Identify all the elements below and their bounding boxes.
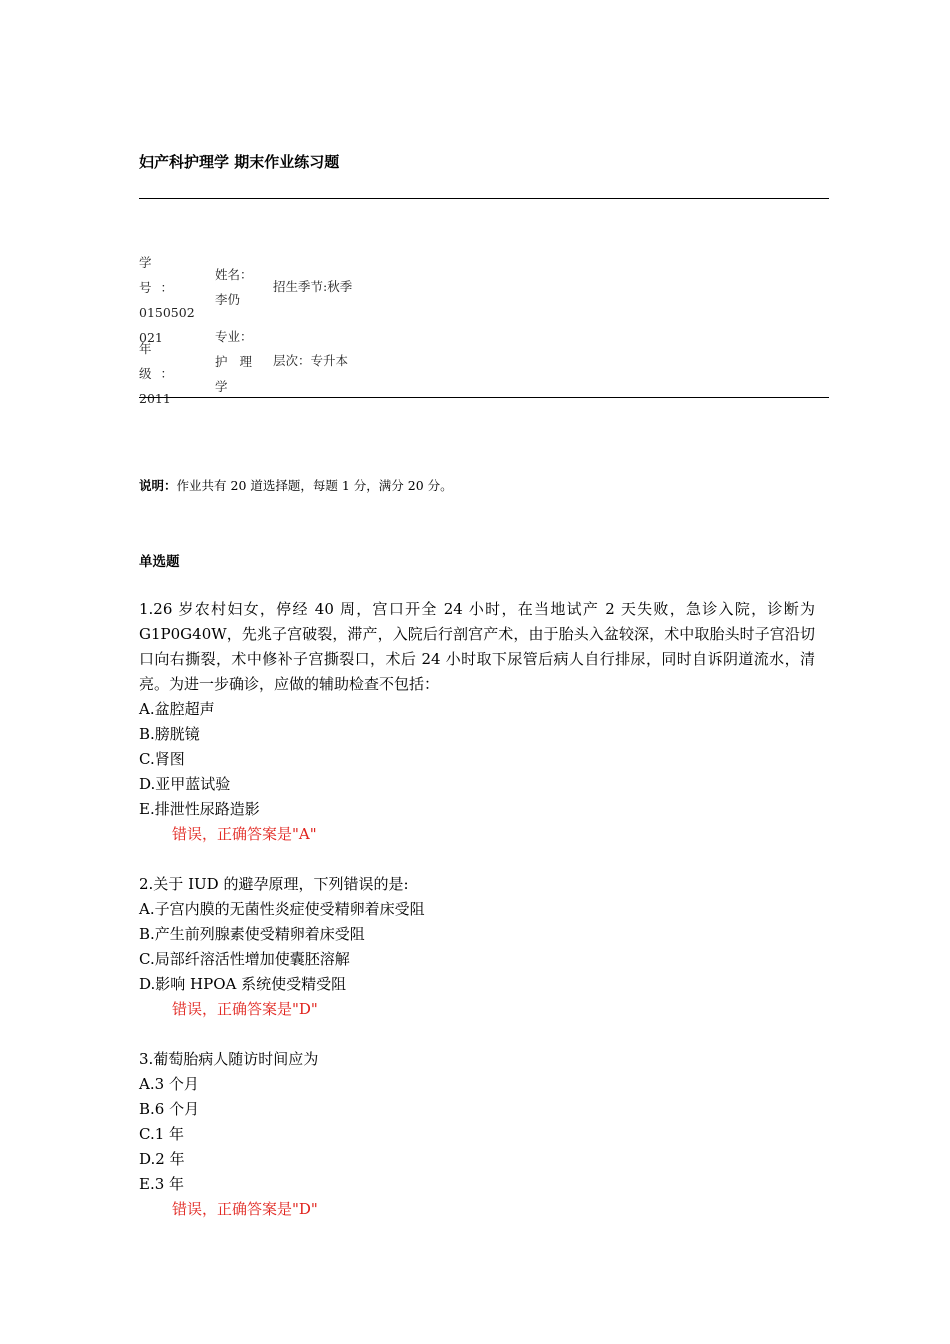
answer-option: C.1 年 (139, 1125, 185, 1143)
answer-option: C.肾图 (139, 750, 185, 768)
instructions (139, 476, 453, 494)
major-cell (215, 324, 265, 399)
student-name-value: 李仍 (215, 292, 241, 307)
answer-feedback: 错误，正确答案是"A" (172, 825, 317, 843)
instructions-label: 说明： (139, 478, 177, 493)
student-name-label: 姓名： (215, 267, 253, 282)
section-heading: 单选题 (139, 554, 180, 570)
title-divider (139, 198, 829, 199)
grade-value: 2011 (139, 391, 171, 406)
enrollment-season: 招生季节:秋季 (273, 279, 353, 294)
major-value: 护理学 (215, 354, 265, 394)
answer-feedback: 错误，正确答案是"D" (172, 1200, 318, 1218)
study-level: 层次：专升本 (273, 353, 349, 368)
info-divider (139, 397, 829, 398)
answer-option: D.影响 HPOA 系统使受精受阻 (139, 975, 347, 993)
answer-option: D.2 年 (139, 1150, 185, 1168)
question-stem: 2.关于 IUD 的避孕原理，下列错误的是: (139, 875, 409, 893)
question-list (139, 597, 815, 1247)
question-stem: 3.葡萄胎病人随访时间应为 (139, 1050, 319, 1068)
student-name-cell (215, 262, 267, 312)
student-id-label: 学号： (139, 255, 183, 295)
major-label: 专业： (215, 329, 253, 344)
answer-option: A.子宫内膜的无菌性炎症使受精卵着床受阻 (139, 900, 425, 918)
student-id-value: 0150502021 (139, 305, 195, 345)
answer-option: B.产生前列腺素使受精卵着床受阻 (139, 925, 365, 943)
student-id-cell (139, 250, 201, 350)
answer-option: B.6 个月 (139, 1100, 200, 1118)
question-block (139, 872, 815, 1022)
answer-feedback: 错误，正确答案是"D" (172, 1000, 318, 1018)
answer-option: A.3 个月 (139, 1075, 199, 1093)
grade-label: 年级： (139, 341, 183, 381)
instructions-text: 作业共有 20 道选择题，每题 1 分，满分 20 分。 (176, 478, 453, 493)
question-block (139, 1047, 815, 1222)
answer-option: A.盆腔超声 (139, 700, 215, 718)
question-block (139, 597, 815, 847)
answer-option: B.膀胱镜 (139, 725, 200, 743)
grade-cell (139, 336, 201, 411)
answer-option: E.排泄性尿路造影 (139, 800, 260, 818)
answer-option: D.亚甲蓝试验 (139, 775, 231, 793)
question-stem: 1.26 岁农村妇女，停经 40 周，宫口开全 24 小时，在当地试产 2 天失败，急诊入院，诊断为 G1P0G40W，先兆子宫破裂，滞产，入院后行剖宫产术，由于胎头入盆较深，术中取胎头时子宫沿切口向右撕裂，术中修补子宫撕裂口，术后 24 小时取下尿管后病人自行排尿，同时自诉阴道流水，清亮。为进一步确诊，应做的辅助检查不包括： (139, 600, 815, 693)
page-title: 妇产科护理学 期末作业练习题 (139, 153, 340, 171)
answer-option: E.3 年 (139, 1175, 185, 1193)
answer-option: C.局部纤溶活性增加使囊胚溶解 (139, 950, 350, 968)
